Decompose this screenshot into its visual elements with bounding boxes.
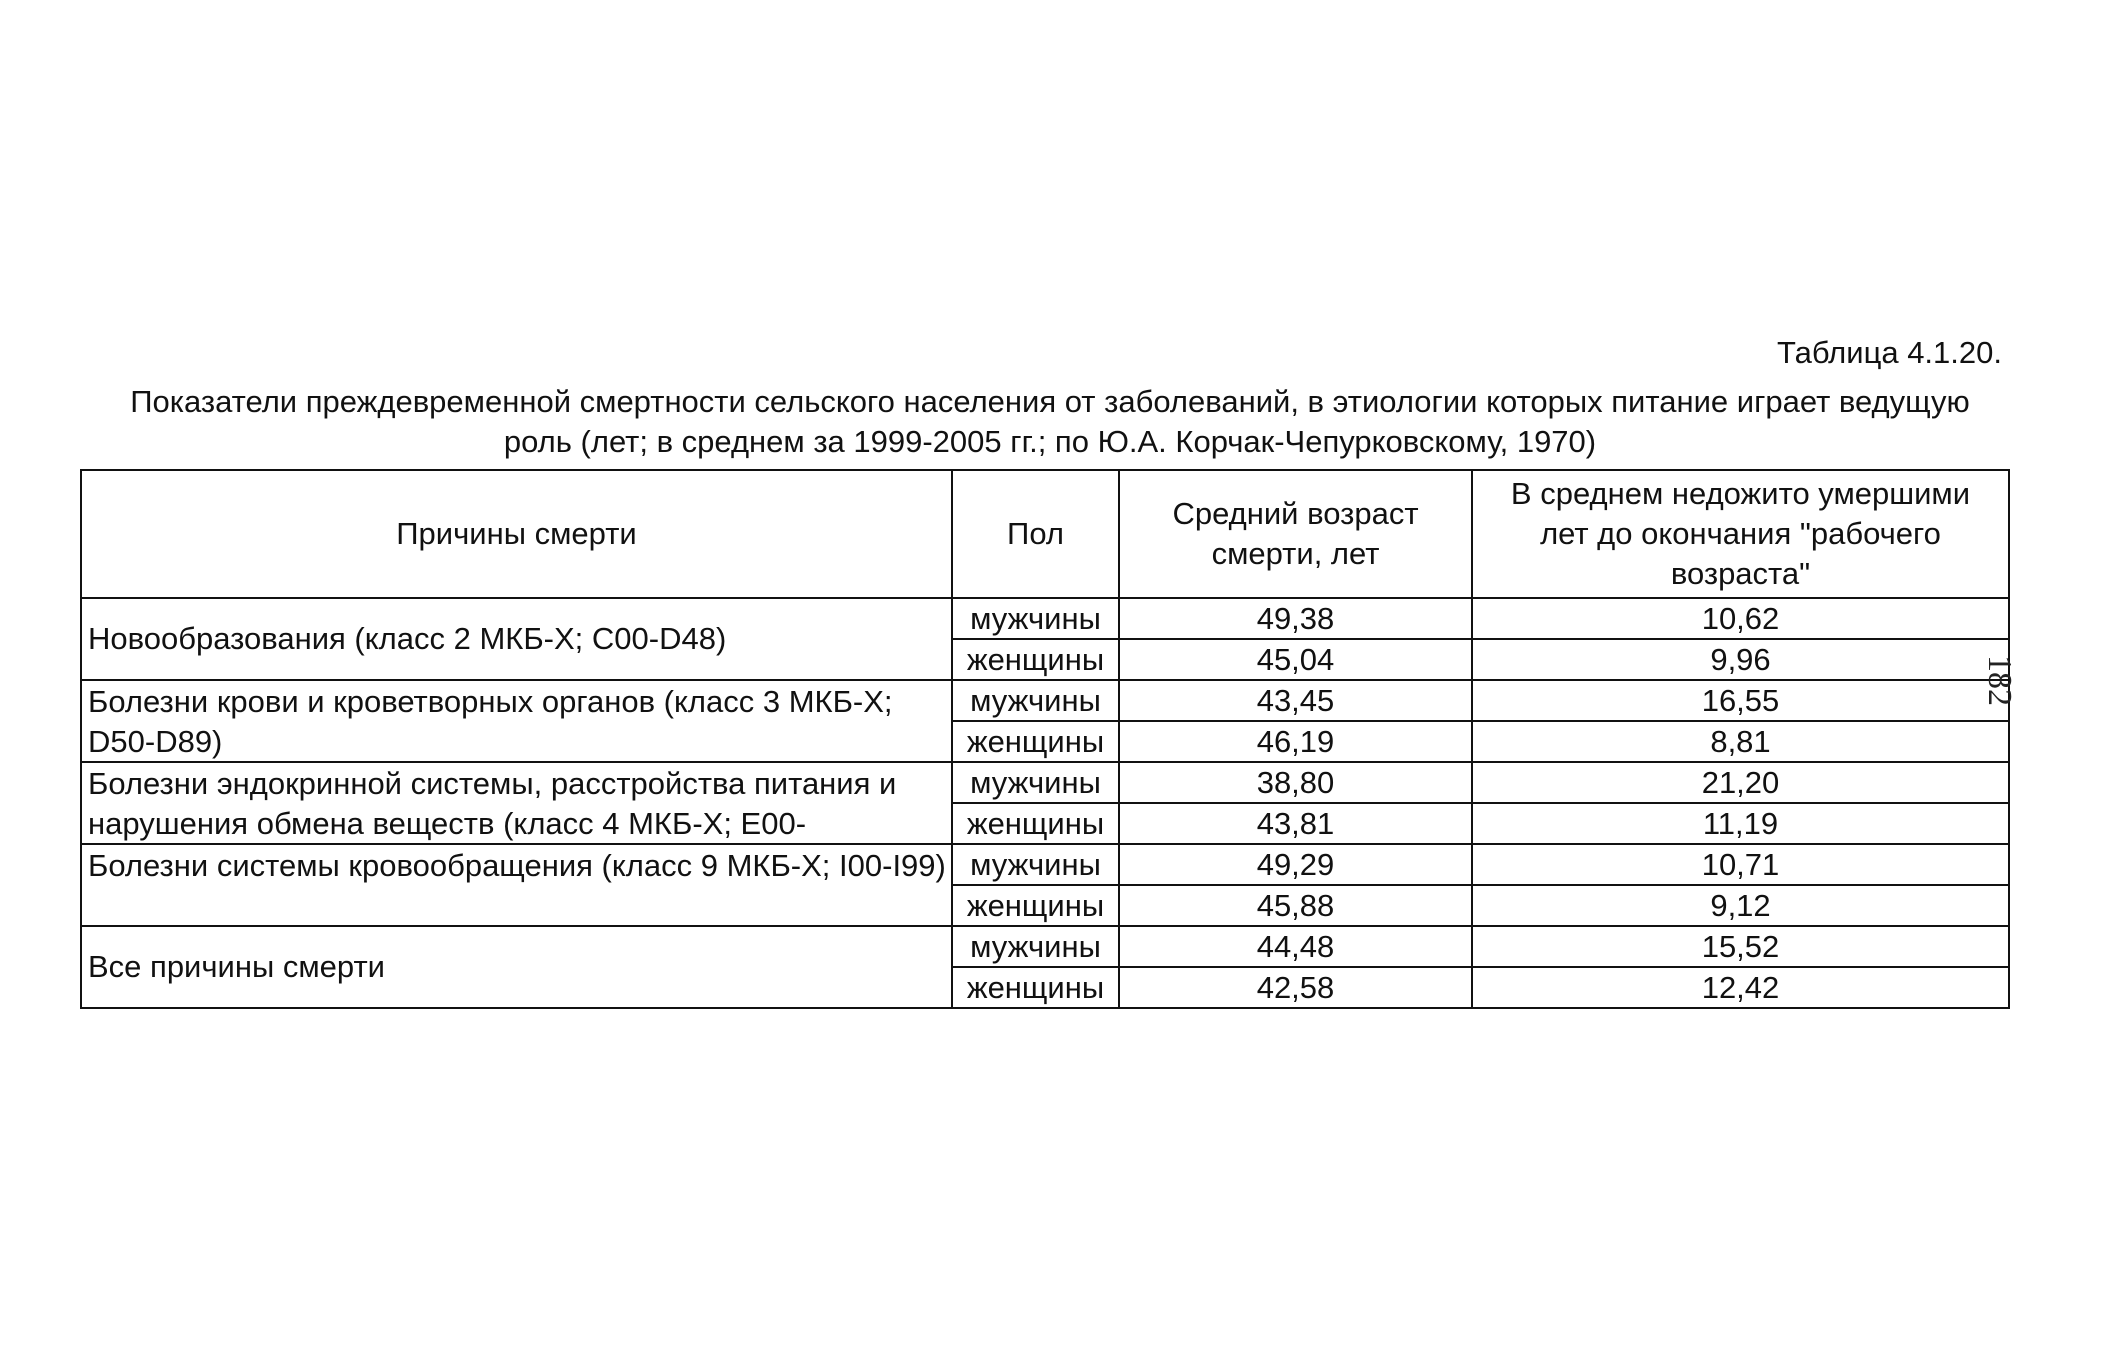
table-row — [81, 762, 2009, 803]
header-avg-age — [1119, 470, 1472, 598]
sex-cell: женщины — [952, 885, 1119, 926]
years-lost-cell: 8,81 — [1472, 721, 2009, 762]
mortality-table — [80, 469, 2010, 1009]
sex-cell: мужчины — [952, 598, 1119, 639]
sex-cell: мужчины — [952, 844, 1119, 885]
header-sex: Пол — [952, 470, 1119, 598]
cause-cell — [81, 762, 952, 844]
sex-cell: мужчины — [952, 680, 1119, 721]
table-row — [81, 926, 2009, 967]
sex-cell: женщины — [952, 967, 1119, 1008]
sex-cell: женщины — [952, 803, 1119, 844]
table-label: Таблица 4.1.20. — [1777, 335, 2002, 370]
table-row — [81, 680, 2009, 721]
avg-age-cell: 45,04 — [1119, 639, 1472, 680]
years-lost-cell: 16,55 — [1472, 680, 2009, 721]
avg-age-cell: 45,88 — [1119, 885, 1472, 926]
cause-label: Болезни эндокринной системы, расстройства питания и нарушения обмена веществ (класс 4 МКБ-Х; E00- — [88, 766, 897, 841]
avg-age-cell: 43,81 — [1119, 803, 1472, 844]
sex-cell: мужчины — [952, 926, 1119, 967]
avg-age-cell: 42,58 — [1119, 967, 1472, 1008]
table-row — [81, 844, 2009, 885]
sex-cell: мужчины — [952, 762, 1119, 803]
cause-cell — [81, 844, 952, 926]
years-lost-cell: 10,62 — [1472, 598, 2009, 639]
table-row — [81, 598, 2009, 639]
header-avg-age-label: Средний возраст смерти, лет — [1172, 496, 1419, 571]
cause-label: Болезни крови и кроветворных органов (класс 3 МКБ-Х; D50-D89) — [88, 684, 893, 759]
cause-cell — [81, 598, 952, 680]
cause-cell — [81, 680, 952, 762]
page-number: 182 — [1981, 655, 2018, 706]
avg-age-cell: 43,45 — [1119, 680, 1472, 721]
years-lost-cell: 9,12 — [1472, 885, 2009, 926]
avg-age-cell: 49,29 — [1119, 844, 1472, 885]
table-header-row — [81, 470, 2009, 598]
cause-cell — [81, 926, 952, 1008]
years-lost-cell: 15,52 — [1472, 926, 2009, 967]
header-cause: Причины смерти — [81, 470, 952, 598]
table-title: Показатели преждевременной смертности сельского населения от заболеваний, в этиологии которых питание играет ведущую роль (лет; в среднем за 1999-2005 гг.; по Ю.А. Корчак-Чепурковскому, 1970) — [130, 384, 1970, 459]
avg-age-cell: 49,38 — [1119, 598, 1472, 639]
years-lost-cell: 9,96 — [1472, 639, 2009, 680]
years-lost-cell: 11,19 — [1472, 803, 2009, 844]
cause-label: Болезни системы кровообращения (класс 9 МКБ-Х; I00-I99) — [88, 848, 946, 883]
header-years-lost — [1472, 470, 2009, 598]
sex-cell: женщины — [952, 639, 1119, 680]
years-lost-cell: 21,20 — [1472, 762, 2009, 803]
years-lost-cell: 10,71 — [1472, 844, 2009, 885]
avg-age-cell: 46,19 — [1119, 721, 1472, 762]
sex-cell: женщины — [952, 721, 1119, 762]
header-years-lost-label: В среднем недожито умершими лет до окончания "рабочего возраста" — [1510, 476, 1971, 591]
years-lost-cell: 12,42 — [1472, 967, 2009, 1008]
avg-age-cell: 38,80 — [1119, 762, 1472, 803]
avg-age-cell: 44,48 — [1119, 926, 1472, 967]
cause-label: Новообразования (класс 2 МКБ-Х; С00-D48) — [88, 621, 727, 656]
cause-label: Все причины смерти — [88, 949, 385, 984]
